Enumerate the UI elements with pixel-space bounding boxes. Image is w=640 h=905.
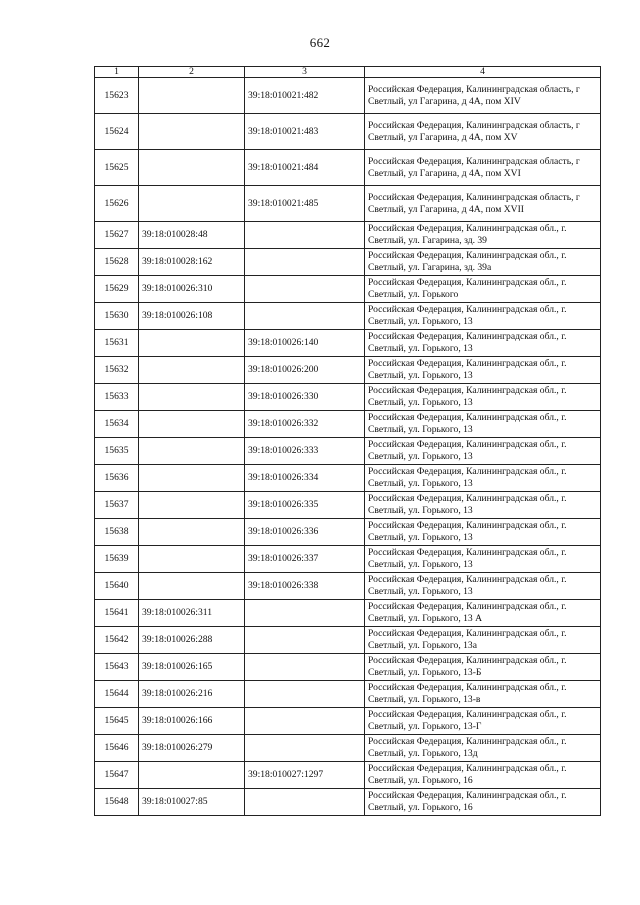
address-cell: Российская Федерация, Калининградская обл., г. Светлый, ул. Горького <box>365 276 601 303</box>
cadastral-number-cell <box>139 762 245 789</box>
row-number-cell: 15625 <box>95 150 139 186</box>
table-row <box>95 186 601 222</box>
object-cadastral-number-cell: 39:18:010026:334 <box>245 465 365 492</box>
table-row <box>95 627 601 654</box>
address-cell: Российская Федерация, Калининградская обл., г. Светлый, ул. Горького, 16 <box>365 789 601 816</box>
address-cell: Российская Федерация, Калининградская обл., г. Светлый, ул. Горького, 13 А <box>365 600 601 627</box>
row-number-cell: 15648 <box>95 789 139 816</box>
cadastral-number-cell: 39:18:010026:108 <box>139 303 245 330</box>
cadastral-number-cell <box>139 357 245 384</box>
object-cadastral-number-cell: 39:18:010026:332 <box>245 411 365 438</box>
address-cell: Российская Федерация, Калининградская обл., г. Светлый, ул. Горького, 13-в <box>365 681 601 708</box>
address-cell: Российская Федерация, Калининградская обл., г. Светлый, ул. Горького, 13 <box>365 384 601 411</box>
table-body <box>95 78 601 816</box>
object-cadastral-number-cell <box>245 654 365 681</box>
table-row <box>95 573 601 600</box>
row-number-cell: 15630 <box>95 303 139 330</box>
object-cadastral-number-cell <box>245 249 365 276</box>
table-row <box>95 789 601 816</box>
cadastral-number-cell: 39:18:010026:279 <box>139 735 245 762</box>
object-cadastral-number-cell: 39:18:010026:335 <box>245 492 365 519</box>
address-cell: Российская Федерация, Калининградская обл., г. Светлый, ул. Горького, 13 <box>365 438 601 465</box>
object-cadastral-number-cell: 39:18:010026:338 <box>245 573 365 600</box>
object-cadastral-number-cell: 39:18:010021:484 <box>245 150 365 186</box>
object-cadastral-number-cell <box>245 681 365 708</box>
address-cell: Российская Федерация, Калининградская обл., г. Светлый, ул. Горького, 13 <box>365 303 601 330</box>
object-cadastral-number-cell: 39:18:010026:337 <box>245 546 365 573</box>
object-cadastral-number-cell <box>245 303 365 330</box>
cadastral-number-cell <box>139 492 245 519</box>
table-row <box>95 411 601 438</box>
cadastral-number-cell <box>139 186 245 222</box>
cadastral-number-cell: 39:18:010026:166 <box>139 708 245 735</box>
cadastral-number-cell <box>139 150 245 186</box>
column-header-2: 2 <box>139 67 245 78</box>
object-cadastral-number-cell: 39:18:010026:330 <box>245 384 365 411</box>
cadastral-number-cell: 39:18:010027:85 <box>139 789 245 816</box>
table-row <box>95 357 601 384</box>
cadastral-number-cell <box>139 384 245 411</box>
table-row <box>95 708 601 735</box>
address-cell: Российская Федерация, Калининградская обл., г. Светлый, ул. Горького, 13д <box>365 735 601 762</box>
cadastral-number-cell <box>139 573 245 600</box>
row-number-cell: 15623 <box>95 78 139 114</box>
row-number-cell: 15628 <box>95 249 139 276</box>
address-cell: Российская Федерация, Калининградская обл., г. Светлый, ул. Горького, 13 <box>365 465 601 492</box>
cadastral-number-cell: 39:18:010026:165 <box>139 654 245 681</box>
table-row <box>95 546 601 573</box>
address-cell: Российская Федерация, Калининградская область, г Светлый, ул Гагарина, д 4А, пом XIV <box>365 78 601 114</box>
row-number-cell: 15641 <box>95 600 139 627</box>
row-number-cell: 15637 <box>95 492 139 519</box>
row-number-cell: 15644 <box>95 681 139 708</box>
row-number-cell: 15634 <box>95 411 139 438</box>
table-row <box>95 330 601 357</box>
address-cell: Российская Федерация, Калининградская обл., г. Светлый, ул. Горького, 13-Б <box>365 654 601 681</box>
page-number: 662 <box>309 35 331 50</box>
address-cell: Российская Федерация, Калининградская область, г Светлый, ул Гагарина, д 4А, пом XVII <box>365 186 601 222</box>
object-cadastral-number-cell: 39:18:010026:200 <box>245 357 365 384</box>
object-cadastral-number-cell <box>245 600 365 627</box>
table-row <box>95 438 601 465</box>
row-number-cell: 15638 <box>95 519 139 546</box>
table-row <box>95 654 601 681</box>
row-number-cell: 15631 <box>95 330 139 357</box>
address-cell: Российская Федерация, Калининградская обл., г. Светлый, ул. Горького, 13 <box>365 411 601 438</box>
row-number-cell: 15626 <box>95 186 139 222</box>
address-cell: Российская Федерация, Калининградская обл., г. Светлый, ул. Горького, 13 <box>365 492 601 519</box>
table-row <box>95 681 601 708</box>
object-cadastral-number-cell: 39:18:010021:482 <box>245 78 365 114</box>
cadastral-number-cell: 39:18:010028:48 <box>139 222 245 249</box>
cadastral-number-cell <box>139 438 245 465</box>
cadastral-number-cell <box>139 411 245 438</box>
table-row <box>95 519 601 546</box>
cadastral-number-cell: 39:18:010026:311 <box>139 600 245 627</box>
table-row <box>95 303 601 330</box>
row-number-cell: 15640 <box>95 573 139 600</box>
table-row <box>95 465 601 492</box>
row-number-cell: 15643 <box>95 654 139 681</box>
column-header-3: 3 <box>245 67 365 78</box>
column-header-1: 1 <box>95 67 139 78</box>
address-cell: Российская Федерация, Калининградская обл., г. Светлый, ул. Гагарина, зд. 39 <box>365 222 601 249</box>
address-cell: Российская Федерация, Калининградская обл., г. Светлый, ул. Горького, 13 <box>365 573 601 600</box>
object-cadastral-number-cell <box>245 627 365 654</box>
row-number-cell: 15642 <box>95 627 139 654</box>
address-cell: Российская Федерация, Калининградская обл., г. Светлый, ул. Горького, 13 <box>365 357 601 384</box>
cadastral-number-cell <box>139 114 245 150</box>
address-cell: Российская Федерация, Калининградская обл., г. Светлый, ул. Горького, 13 <box>365 330 601 357</box>
object-cadastral-number-cell <box>245 222 365 249</box>
row-number-cell: 15647 <box>95 762 139 789</box>
address-cell: Российская Федерация, Калининградская обл., г. Светлый, ул. Горького, 13 <box>365 519 601 546</box>
row-number-cell: 15632 <box>95 357 139 384</box>
cadastral-number-cell <box>139 330 245 357</box>
object-cadastral-number-cell <box>245 708 365 735</box>
table-row <box>95 492 601 519</box>
table-row <box>95 150 601 186</box>
address-cell: Российская Федерация, Калининградская обл., г. Светлый, ул. Горького, 13 <box>365 546 601 573</box>
object-cadastral-number-cell: 39:18:010027:1297 <box>245 762 365 789</box>
table-row <box>95 78 601 114</box>
cadastral-number-cell: 39:18:010026:310 <box>139 276 245 303</box>
object-cadastral-number-cell: 39:18:010021:483 <box>245 114 365 150</box>
table-header <box>95 67 601 78</box>
row-number-cell: 15645 <box>95 708 139 735</box>
table-row <box>95 762 601 789</box>
address-cell: Российская Федерация, Калининградская область, г Светлый, ул Гагарина, д 4А, пом XV <box>365 114 601 150</box>
row-number-cell: 15639 <box>95 546 139 573</box>
table-row <box>95 600 601 627</box>
row-number-cell: 15633 <box>95 384 139 411</box>
address-cell: Российская Федерация, Калининградская обл., г. Светлый, ул. Гагарина, зд. 39а <box>365 249 601 276</box>
row-number-cell: 15629 <box>95 276 139 303</box>
cadastral-number-cell <box>139 465 245 492</box>
row-number-cell: 15646 <box>95 735 139 762</box>
table-row <box>95 735 601 762</box>
header-row <box>95 67 601 78</box>
object-cadastral-number-cell: 39:18:010021:485 <box>245 186 365 222</box>
cadastral-number-cell: 39:18:010028:162 <box>139 249 245 276</box>
table-row <box>95 222 601 249</box>
row-number-cell: 15636 <box>95 465 139 492</box>
table-row <box>95 249 601 276</box>
object-cadastral-number-cell <box>245 735 365 762</box>
cadastral-number-cell <box>139 78 245 114</box>
object-cadastral-number-cell: 39:18:010026:333 <box>245 438 365 465</box>
address-cell: Российская Федерация, Калининградская обл., г. Светлый, ул. Горького, 16 <box>365 762 601 789</box>
column-header-4: 4 <box>365 67 601 78</box>
cadastral-number-cell: 39:18:010026:288 <box>139 627 245 654</box>
address-cell: Российская Федерация, Калининградская область, г Светлый, ул Гагарина, д 4А, пом XVI <box>365 150 601 186</box>
registry-table <box>94 66 601 816</box>
object-cadastral-number-cell <box>245 789 365 816</box>
table-row <box>95 114 601 150</box>
cadastral-number-cell <box>139 546 245 573</box>
cadastral-number-cell: 39:18:010026:216 <box>139 681 245 708</box>
address-cell: Российская Федерация, Калининградская обл., г. Светлый, ул. Горького, 13-Г <box>365 708 601 735</box>
cadastral-number-cell <box>139 519 245 546</box>
table-row <box>95 384 601 411</box>
object-cadastral-number-cell: 39:18:010026:140 <box>245 330 365 357</box>
address-cell: Российская Федерация, Калининградская обл., г. Светлый, ул. Горького, 13а <box>365 627 601 654</box>
table-row <box>95 276 601 303</box>
row-number-cell: 15624 <box>95 114 139 150</box>
object-cadastral-number-cell <box>245 276 365 303</box>
row-number-cell: 15627 <box>95 222 139 249</box>
object-cadastral-number-cell: 39:18:010026:336 <box>245 519 365 546</box>
row-number-cell: 15635 <box>95 438 139 465</box>
